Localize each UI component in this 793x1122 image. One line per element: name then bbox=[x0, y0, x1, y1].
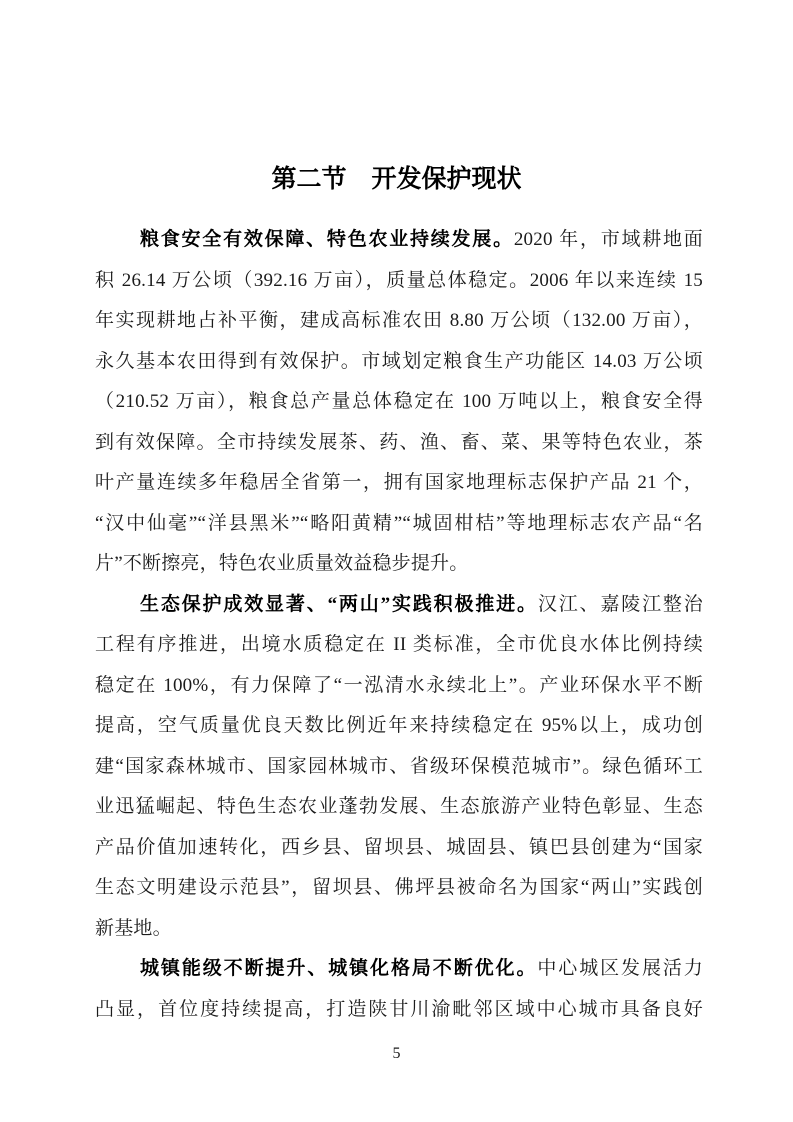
text-line: 片”不断擦亮，特色农业质量效益稳步提升。 bbox=[95, 553, 469, 574]
paragraph-lead: 生态保护成效显著、“两山”实践积极推进。 bbox=[140, 593, 538, 615]
paragraph-urbanization bbox=[95, 949, 703, 1030]
text-line: 工程有序推进，出境水质稳定在 II 类标准，全市优良水体比例持续 bbox=[95, 634, 703, 655]
text-line: 年实现耕地占补平衡，建成高标准农田 8.80 万公顷（132.00 万亩）， bbox=[95, 310, 703, 331]
text-line: （210.52 万亩），粮食总产量总体稳定在 100 万吨以上，粮食安全得 bbox=[95, 391, 703, 412]
paragraph-ecology bbox=[95, 585, 703, 950]
text-line bbox=[95, 949, 703, 990]
page-number: 5 bbox=[392, 1045, 401, 1062]
paragraph-lead: 粮食安全有效保障、特色农业持续发展。 bbox=[140, 229, 514, 250]
paragraph-food-security bbox=[95, 220, 703, 585]
text-run: 中心城区发展活力 bbox=[537, 958, 703, 979]
text-line: 凸显，首位度持续提高，打造陕甘川渝毗邻区域中心城市具备良好 bbox=[95, 998, 703, 1020]
text-line: “汉中仙毫”“洋县黑米”“略阳黄精”“城固柑桔”等地理标志农产品“名 bbox=[95, 512, 703, 534]
text-line: 永久基本农田得到有效保护。市域划定粮食生产功能区 14.03 万公顷 bbox=[95, 350, 703, 372]
text-run: 汉江、嘉陵江整治 bbox=[537, 593, 703, 615]
text-run: 2020 年，市域耕地面 bbox=[513, 229, 703, 250]
text-line: 积 26.14 万公顷（392.16 万亩），质量总体稳定。2006 年以来连续 15 bbox=[95, 269, 703, 291]
paragraph-lead: 城镇能级不断提升、城镇化格局不断优化。 bbox=[140, 958, 538, 979]
text-line bbox=[95, 220, 703, 261]
text-line: 稳定在 100%，有力保障了“一泓清水永续北上”。产业环保水平不断 bbox=[95, 674, 703, 696]
text-line: 建“国家森林城市、国家园林城市、省级环保模范城市”。绿色循环工 bbox=[95, 755, 703, 777]
text-line: 到有效保障。全市持续发展茶、药、渔、畜、菜、果等特色农业，茶 bbox=[95, 431, 703, 453]
body-text bbox=[95, 220, 703, 1030]
text-line: 提高，空气质量优良天数比例近年来持续稳定在 95%以上，成功创 bbox=[95, 715, 703, 736]
section-title: 第二节 开发保护现状 bbox=[271, 166, 522, 193]
text-line: 新基地。 bbox=[95, 917, 172, 939]
text-line bbox=[95, 585, 703, 626]
text-line: 叶产量连续多年稳居全省第一，拥有国家地理标志保护产品 21 个， bbox=[95, 472, 703, 493]
text-line: 业迅猛崛起、特色生态农业蓬勃发展、生态旅游产业特色彰显、生态 bbox=[95, 796, 703, 817]
text-line: 产品价值加速转化，西乡县、留坝县、城固县、镇巴县创建为“国家 bbox=[95, 836, 703, 858]
text-line: 生态文明建设示范县”，留坝县、佛坪县被命名为国家“两山”实践创 bbox=[95, 877, 703, 898]
